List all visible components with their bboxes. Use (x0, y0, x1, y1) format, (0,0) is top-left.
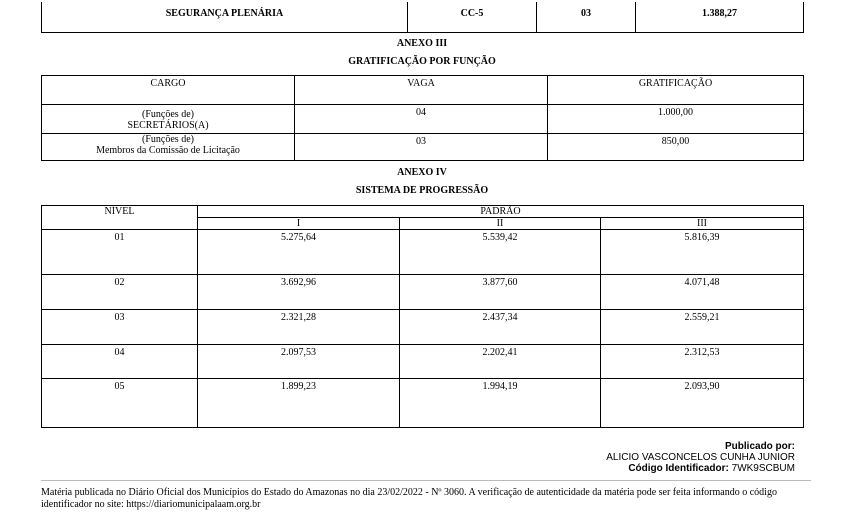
footer-divider (41, 480, 811, 481)
cargo-cell (42, 134, 295, 161)
padrao-i-cell: 2.321,28 (198, 310, 400, 345)
identifier-label: Código Identificador: (628, 463, 729, 474)
gratificacao-cell: 1.000,00 (548, 105, 804, 134)
simbolo-cell: CC-5 (408, 2, 537, 33)
padrao-iii-cell: 5.816,39 (601, 230, 804, 275)
header-gratificacao: GRATIFICAÇÃO (548, 76, 804, 105)
header-padrao-iii: III (601, 218, 804, 230)
publication-label: Publicado por: (725, 441, 795, 452)
identifier-line (606, 463, 795, 474)
valor-cell: 1.388,27 (636, 2, 804, 33)
cargo-cell (42, 105, 295, 134)
nivel-cell: 05 (42, 379, 198, 428)
header-padrao-i: I (198, 218, 400, 230)
anexo4-subtitle: SISTEMA DE PROGRESSÃO (355, 185, 489, 196)
padrao-ii-cell: 2.437,34 (400, 310, 601, 345)
table-row (42, 230, 804, 275)
padrao-iii-cell: 4.071,48 (601, 275, 804, 310)
table-row (42, 310, 804, 345)
table-header-row (42, 206, 804, 218)
vaga-cell: 03 (295, 134, 548, 161)
cargo-line1: (Funções de) (142, 134, 194, 145)
header-padrao-ii: II (400, 218, 601, 230)
padrao-i-cell: 5.275,64 (198, 230, 400, 275)
padrao-i-cell: 1.899,23 (198, 379, 400, 428)
table-row (42, 134, 804, 161)
publication-block (606, 441, 795, 474)
padrao-ii-cell: 3.877,60 (400, 275, 601, 310)
padrao-i-cell: 3.692,96 (198, 275, 400, 310)
table-row (42, 345, 804, 379)
gratificacao-cell: 850,00 (548, 134, 804, 161)
progressao-table (41, 205, 804, 428)
cargos-table-last-row (41, 2, 804, 33)
padrao-iii-cell: 2.559,21 (601, 310, 804, 345)
gratificacao-table (41, 75, 804, 161)
cargo-line2: SECRETÁRIOS(A) (127, 120, 209, 131)
padrao-iii-cell: 2.312,53 (601, 345, 804, 379)
header-vaga: VAGA (295, 76, 548, 105)
header-cargo: CARGO (42, 76, 295, 105)
nivel-cell: 02 (42, 275, 198, 310)
nivel-cell: 01 (42, 230, 198, 275)
padrao-ii-cell: 1.994,19 (400, 379, 601, 428)
table-header-row (42, 76, 804, 105)
vagas-cell: 03 (537, 2, 636, 33)
cargo-line2: Membros da Comissão de Licitação (96, 145, 240, 156)
identifier-code: 7WK9SCBUM (731, 463, 795, 474)
nivel-cell: 03 (42, 310, 198, 345)
publisher-name: ALICIO VASCONCELOS CUNHA JUNIOR (606, 452, 795, 463)
padrao-i-cell: 2.097,53 (198, 345, 400, 379)
cargo-line1: (Funções de) (142, 109, 194, 120)
table-row (42, 105, 804, 134)
vaga-cell: 04 (295, 105, 548, 134)
header-padrao: PADRÃO (198, 206, 804, 218)
padrao-iii-cell: 2.093,90 (601, 379, 804, 428)
anexo4-title: ANEXO IV (397, 167, 447, 178)
nivel-cell: 04 (42, 345, 198, 379)
cargo-cell: SEGURANÇA PLENÁRIA (42, 2, 408, 33)
anexo3-subtitle: GRATIFICAÇÃO POR FUNÇÃO (348, 56, 496, 67)
anexo3-title: ANEXO III (396, 38, 448, 49)
header-nivel: NÍVEL (42, 206, 198, 230)
table-row (42, 275, 804, 310)
padrao-ii-cell: 2.202,41 (400, 345, 601, 379)
table-row (42, 2, 804, 33)
table-row (42, 379, 804, 428)
padrao-ii-cell: 5.539,42 (400, 230, 601, 275)
footer-text: Matéria publicada no Diário Oficial dos Municípios do Estado do Amazonas no dia 23/02/2022 - Nº 3060. A verificação de autenticidade da matéria pode ser feita informando o código identificador no site: https://diariomunicipalaam.org.br (41, 487, 777, 510)
